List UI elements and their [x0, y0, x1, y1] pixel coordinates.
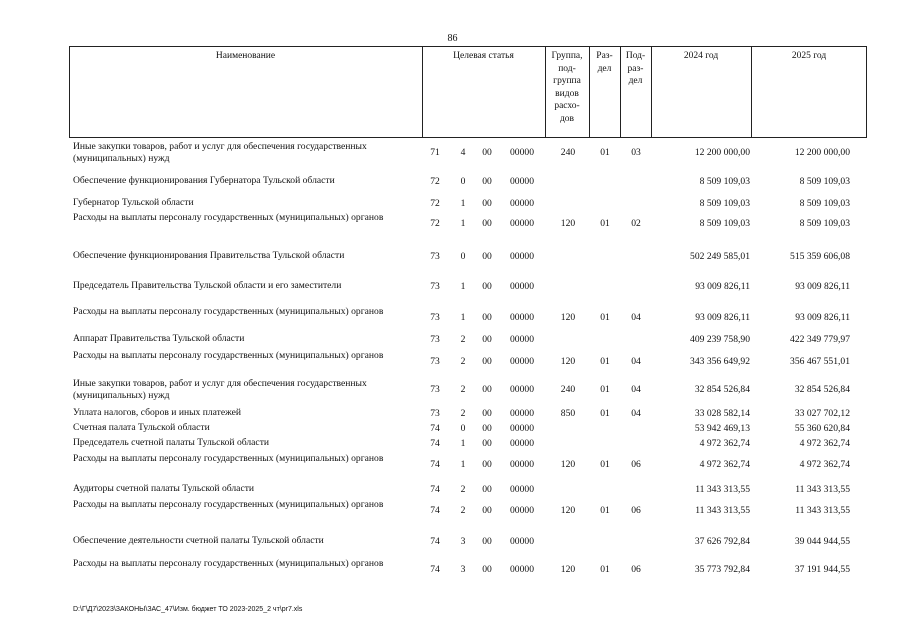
table-row	[0, 558, 905, 582]
row-name: Расходы на выплаты персоналу государственных (муниципальных) органов	[73, 499, 384, 510]
table-row	[0, 280, 905, 294]
row-y2024: 343 356 649,92	[690, 356, 750, 367]
row-rz: 01	[600, 356, 610, 367]
row-c: 00	[482, 459, 492, 470]
row-c: 00	[482, 505, 492, 516]
row-b: 0	[460, 423, 466, 434]
row-y2024: 11 343 313,55	[695, 484, 750, 495]
row-y2024: 8 509 109,03	[699, 198, 750, 209]
row-d: 00000	[510, 218, 534, 229]
row-b: 4	[460, 147, 466, 158]
row-a: 73	[430, 312, 440, 323]
row-b: 1	[460, 312, 466, 323]
row-y2025: 8 509 109,03	[799, 176, 850, 187]
row-d: 00000	[510, 438, 534, 449]
row-y2025: 11 343 313,55	[795, 505, 850, 516]
row-c: 00	[482, 334, 492, 345]
row-y2024: 93 009 826,11	[695, 312, 750, 323]
row-y2025: 37 191 944,55	[794, 564, 850, 575]
row-c: 00	[482, 408, 492, 419]
row-rz: 01	[600, 408, 610, 419]
row-y2025: 4 972 362,74	[799, 459, 850, 470]
header-2025: 2025 год	[791, 51, 827, 61]
table-row	[0, 407, 905, 419]
row-a: 73	[430, 408, 440, 419]
row-rz: 01	[600, 312, 610, 323]
row-a: 74	[430, 505, 440, 516]
row-name: Обеспечение функционирования Правительства Тульской области	[73, 250, 345, 261]
table-row	[0, 453, 905, 477]
row-y2025: 55 360 620,84	[794, 423, 850, 434]
row-a: 74	[430, 438, 440, 449]
row-d: 00000	[510, 408, 534, 419]
row-c: 00	[482, 356, 492, 367]
row-pr: 04	[631, 384, 641, 395]
row-c: 00	[482, 251, 492, 262]
row-c: 00	[482, 423, 492, 434]
row-rz: 01	[600, 564, 610, 575]
header-group: Группа, под- группа видов расхо- дов	[551, 51, 583, 124]
row-y2025: 4 972 362,74	[799, 438, 850, 449]
row-name: Уплата налогов, сборов и иных платежей	[73, 407, 242, 418]
table-row	[0, 437, 905, 449]
row-grp: 240	[560, 147, 576, 158]
row-c: 00	[482, 384, 492, 395]
row-y2025: 515 359 606,08	[790, 251, 850, 262]
table-row	[0, 499, 905, 523]
row-pr: 04	[631, 408, 641, 419]
row-a: 74	[430, 484, 440, 495]
row-c: 00	[482, 564, 492, 575]
row-a: 72	[430, 176, 440, 187]
row-b: 2	[460, 384, 466, 395]
row-b: 1	[460, 218, 466, 229]
row-name: Обеспечение деятельности счетной палаты Тульской области	[73, 535, 324, 546]
table-row	[0, 141, 905, 165]
header-name: Наименование	[215, 51, 276, 61]
row-a: 73	[430, 281, 440, 292]
row-b: 2	[460, 356, 466, 367]
row-y2024: 8 509 109,03	[699, 176, 750, 187]
row-a: 73	[430, 356, 440, 367]
table-row	[0, 306, 905, 330]
row-grp: 120	[560, 459, 576, 470]
row-y2024: 93 009 826,11	[695, 281, 750, 292]
row-rz: 01	[600, 218, 610, 229]
row-d: 00000	[510, 505, 534, 516]
row-c: 00	[482, 198, 492, 209]
row-y2024: 4 972 362,74	[699, 438, 750, 449]
row-d: 00000	[510, 312, 534, 323]
row-c: 00	[482, 218, 492, 229]
row-name: Аудиторы счетной палаты Тульской области	[73, 483, 255, 494]
row-a: 73	[430, 334, 440, 345]
row-y2024: 33 028 582,14	[694, 408, 750, 419]
row-pr: 03	[631, 147, 641, 158]
row-name: Иные закупки товаров, работ и услуг для обеспечения государственных (муниципальных) нужд	[73, 378, 367, 401]
row-y2024: 53 942 469,13	[694, 423, 750, 434]
row-c: 00	[482, 176, 492, 187]
row-rz: 01	[600, 505, 610, 516]
row-pr: 04	[631, 312, 641, 323]
row-grp: 120	[560, 505, 576, 516]
row-name: Председатель Правительства Тульской области и его заместители	[73, 280, 342, 291]
row-y2025: 12 200 000,00	[794, 147, 850, 158]
row-grp: 120	[560, 356, 576, 367]
row-y2025: 39 044 944,55	[794, 536, 850, 547]
row-a: 74	[430, 564, 440, 575]
row-d: 00000	[510, 356, 534, 367]
row-d: 00000	[510, 384, 534, 395]
row-pr: 02	[631, 218, 641, 229]
row-b: 2	[460, 505, 466, 516]
row-b: 1	[460, 459, 466, 470]
row-d: 00000	[510, 536, 534, 547]
table-row	[0, 333, 905, 345]
table-row	[0, 212, 905, 236]
header-podrazdel: Под- раз- дел	[625, 51, 646, 87]
header-2024: 2024 год	[683, 51, 719, 61]
row-pr: 06	[631, 564, 641, 575]
row-y2024: 502 249 585,01	[690, 251, 750, 262]
row-rz: 01	[600, 147, 610, 158]
table-row	[0, 197, 905, 211]
row-c: 00	[482, 536, 492, 547]
row-c: 00	[482, 281, 492, 292]
row-y2025: 422 349 779,97	[790, 334, 850, 345]
row-y2024: 4 972 362,74	[699, 459, 750, 470]
row-b: 1	[460, 281, 466, 292]
row-a: 73	[430, 251, 440, 262]
header-target: Целевая статья	[453, 51, 514, 61]
row-d: 00000	[510, 484, 534, 495]
table-row	[0, 350, 905, 374]
row-grp: 240	[560, 384, 576, 395]
row-rz: 01	[600, 384, 610, 395]
row-a: 74	[430, 459, 440, 470]
row-y2025: 32 854 526,84	[794, 384, 850, 395]
row-name: Губернатор Тульской области	[73, 197, 194, 208]
row-name: Иные закупки товаров, работ и услуг для обеспечения государственных (муниципальных) нужд	[73, 141, 367, 164]
row-b: 1	[460, 438, 466, 449]
row-d: 00000	[510, 423, 534, 434]
row-y2025: 33 027 702,12	[794, 408, 850, 419]
row-rz: 01	[600, 459, 610, 470]
row-b: 0	[460, 251, 466, 262]
table-row	[0, 535, 905, 549]
row-b: 1	[460, 198, 466, 209]
row-c: 00	[482, 484, 492, 495]
row-a: 74	[430, 423, 440, 434]
row-a: 72	[430, 198, 440, 209]
row-d: 00000	[510, 251, 534, 262]
row-y2025: 93 009 826,11	[795, 281, 850, 292]
file-path-footer: D:\Г\Д7\2023\ЗАКОНЫ\ЗАС_47\Изм. бюджет ТО 2023-2025_2 чт\pr7.xls	[73, 606, 303, 613]
table-row	[0, 378, 905, 402]
table-row	[0, 422, 905, 434]
row-c: 00	[482, 438, 492, 449]
row-y2024: 32 854 526,84	[694, 384, 750, 395]
row-c: 00	[482, 312, 492, 323]
table-row	[0, 175, 905, 189]
row-grp: 120	[560, 564, 576, 575]
row-name: Обеспечение функционирования Губернатора Тульской области	[73, 175, 335, 186]
row-y2025: 93 009 826,11	[795, 312, 850, 323]
row-d: 00000	[510, 459, 534, 470]
row-b: 3	[460, 536, 466, 547]
row-a: 72	[430, 218, 440, 229]
row-a: 73	[430, 384, 440, 395]
row-y2025: 356 467 551,01	[790, 356, 850, 367]
row-y2024: 37 626 792,84	[694, 536, 750, 547]
row-d: 00000	[510, 564, 534, 575]
row-y2024: 409 239 758,90	[690, 334, 750, 345]
table-row	[0, 250, 905, 264]
row-y2024: 12 200 000,00	[694, 147, 750, 158]
row-y2024: 8 509 109,03	[699, 218, 750, 229]
row-b: 2	[460, 408, 466, 419]
row-d: 00000	[510, 198, 534, 209]
row-name: Председатель счетной палаты Тульской области	[73, 437, 270, 448]
row-y2025: 11 343 313,55	[795, 484, 850, 495]
row-y2024: 35 773 792,84	[694, 564, 750, 575]
row-d: 00000	[510, 281, 534, 292]
row-pr: 04	[631, 356, 641, 367]
row-y2025: 8 509 109,03	[799, 218, 850, 229]
row-name: Расходы на выплаты персоналу государственных (муниципальных) органов	[73, 453, 384, 464]
row-grp: 120	[560, 312, 576, 323]
row-d: 00000	[510, 176, 534, 187]
row-name: Расходы на выплаты персоналу государственных (муниципальных) органов	[73, 350, 384, 361]
row-d: 00000	[510, 334, 534, 345]
row-name: Счетная палата Тульской области	[73, 422, 210, 433]
row-name: Расходы на выплаты персоналу государственных (муниципальных) органов	[73, 558, 384, 569]
row-name: Аппарат Правительства Тульской области	[73, 333, 245, 344]
row-name: Расходы на выплаты персоналу государственных (муниципальных) органов	[73, 212, 384, 223]
row-pr: 06	[631, 459, 641, 470]
row-a: 74	[430, 536, 440, 547]
header-razdel: Раз- дел	[596, 51, 613, 74]
row-d: 00000	[510, 147, 534, 158]
row-c: 00	[482, 147, 492, 158]
row-b: 3	[460, 564, 466, 575]
row-pr: 06	[631, 505, 641, 516]
row-y2024: 11 343 313,55	[695, 505, 750, 516]
row-b: 0	[460, 176, 466, 187]
row-grp: 850	[560, 408, 576, 419]
row-a: 71	[430, 147, 440, 158]
page-number: 86	[447, 33, 458, 44]
row-y2025: 8 509 109,03	[799, 198, 850, 209]
row-b: 2	[460, 334, 466, 345]
table-row	[0, 483, 905, 495]
row-grp: 120	[560, 218, 576, 229]
row-name: Расходы на выплаты персоналу государственных (муниципальных) органов	[73, 306, 384, 317]
row-b: 2	[460, 484, 466, 495]
